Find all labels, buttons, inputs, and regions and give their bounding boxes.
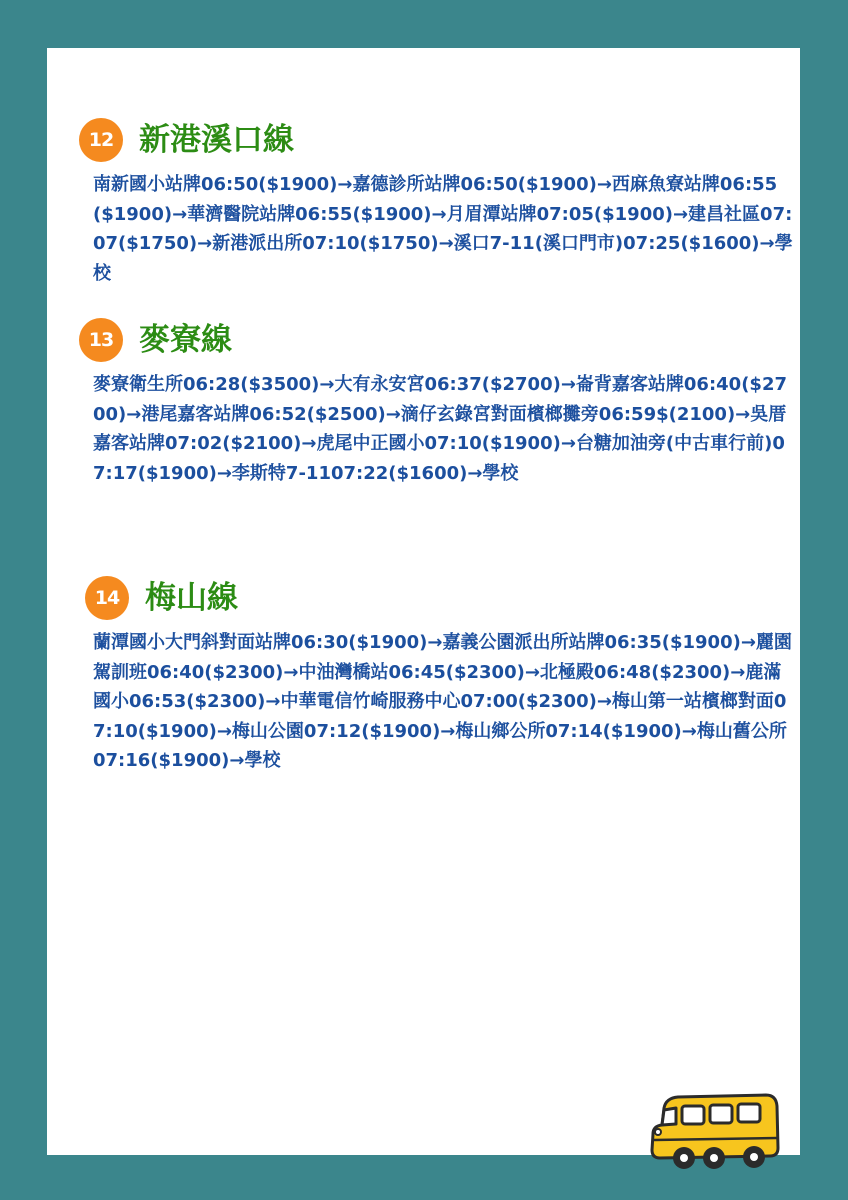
route-stops: 蘭潭國小大門斜對面站牌06:30($1900)→嘉義公園派出所站牌06:35($1900)→麗園駕訓班06:40($2300)→中油灣橋站06:45($2300)→北極殿06:48($2300)→鹿滿國小06:53($2300)→中華電信竹崎服務中心07:00($2300)→梅山第一站檳榔對面07:10($1900)→梅山公園07:12($1900)→梅山鄉公所07:14($1900)→梅山舊公所07:16($1900)→學校 (93, 632, 792, 771)
route-number-badge: 13 (79, 318, 123, 362)
page-card (47, 48, 800, 1155)
route-number-badge: 12 (79, 118, 123, 162)
route-title: 新港溪口線 (139, 122, 294, 158)
route-title: 梅山線 (145, 580, 238, 616)
route-title: 麥寮線 (139, 322, 232, 358)
route-number-badge: 14 (85, 576, 129, 620)
school-bus-icon (648, 1090, 780, 1174)
route-stops: 南新國小站牌06:50($1900)→嘉德診所站牌06:50($1900)→西麻魚寮站牌06:55($1900)→華濟醫院站牌06:55($1900)→月眉潭站牌07:05($1900)→建昌社區07:07($1750)→新港派出所07:10($1750)→溪口7-11(溪口門市)07:25($1600)→學校 (93, 174, 793, 284)
route-stops: 麥寮衛生所06:28($3500)→大有永安宮06:37($2700)→崙背嘉客站牌06:40($2700)→港尾嘉客站牌06:52($2500)→滴仔玄錄宮對面檳榔攤旁06:59$(2100)→吳厝嘉客站牌07:02($2100)→虎尾中正國小07:10($1900)→台糖加油旁(中古車行前)07:17($1900)→李斯特7-1107:22($1600)→學校 (93, 374, 788, 484)
